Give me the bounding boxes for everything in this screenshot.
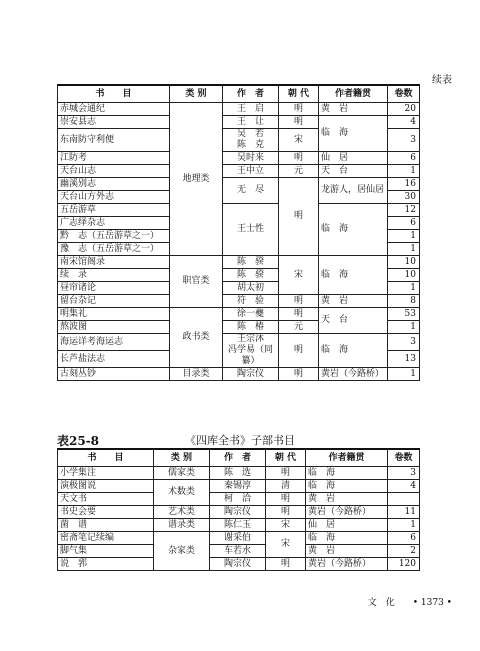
origin-cell: 临 海 xyxy=(319,116,388,152)
book-cell: 演极图说 xyxy=(58,480,154,493)
table-row xyxy=(58,152,420,165)
table-row xyxy=(58,467,420,480)
page-footer: 文 化 • 1373 • xyxy=(367,598,452,608)
origin-cell: 临 海 xyxy=(306,532,388,545)
category-cell: 儒家类 xyxy=(154,467,210,480)
book-cell: 古刻丛钞 xyxy=(58,368,170,381)
dynasty-cell: 明 xyxy=(266,506,306,519)
table-row xyxy=(58,545,420,558)
dynasty-cell: 明 xyxy=(279,295,319,308)
table-row xyxy=(58,506,420,519)
volume-cell: 53 xyxy=(388,308,420,321)
volume-cell: 4 xyxy=(388,480,420,493)
table-2-header xyxy=(58,449,420,467)
origin-cell: 临 海 xyxy=(319,256,388,295)
author-cell: 无 尽 xyxy=(223,178,279,204)
author-cell: 王士性 xyxy=(223,204,279,256)
volume-cell: 3 xyxy=(388,129,420,152)
table-row xyxy=(58,493,420,506)
volume-cell: 6 xyxy=(388,152,420,165)
header-dynasty: 朝 代 xyxy=(266,449,306,467)
book-cell: 留台杂记 xyxy=(58,295,170,308)
header-book: 书 目 xyxy=(58,85,170,103)
book-cell: 天台山方外志 xyxy=(58,191,170,204)
book-cell: 昼帘诸论 xyxy=(58,282,170,295)
author-cell: 吴 若 陈 克 xyxy=(223,129,279,152)
volume-cell: 1 xyxy=(388,282,420,295)
volume-cell: 1 xyxy=(388,321,420,334)
author-cell: 陶宗仪 xyxy=(210,506,266,519)
origin-cell: 天 台 xyxy=(319,308,388,334)
dynasty-cell: 明 xyxy=(279,152,319,165)
volume-cell: 12 xyxy=(388,204,420,217)
header-category: 类 别 xyxy=(154,449,210,467)
table-2-label: 表25-8 xyxy=(57,434,100,448)
book-cell: 东南防守利便 xyxy=(58,129,170,152)
volume-cell: 3 xyxy=(388,467,420,480)
table-row xyxy=(58,165,420,178)
book-cell: 长芦盐法志 xyxy=(58,351,170,368)
origin-cell: 龙游人，居仙居 xyxy=(319,178,388,204)
category-cell: 杂家类 xyxy=(154,532,210,571)
volume-cell: 3 xyxy=(388,334,420,351)
volume-cell: 1 xyxy=(388,165,420,178)
header-origin: 作者籍贯 xyxy=(319,85,388,103)
book-cell: 脚气集 xyxy=(58,545,154,558)
author-cell: 王宗沐 冯学易（同纂） xyxy=(223,334,279,368)
table-row xyxy=(58,178,420,191)
dynasty-cell: 宋 xyxy=(279,256,319,295)
header-book: 书 目 xyxy=(58,449,154,467)
table-2 xyxy=(57,448,420,571)
header-category: 类 别 xyxy=(170,85,223,103)
author-cell: 胡太初 xyxy=(223,282,279,295)
origin-cell: 黄 岩 xyxy=(306,545,388,558)
book-cell: 密斋笔记续编 xyxy=(58,532,154,545)
book-cell: 小学集注 xyxy=(58,467,154,480)
author-cell: 谢采伯 xyxy=(210,532,266,545)
book-cell: 黔 志（五岳游草之一） xyxy=(58,230,170,243)
table-row xyxy=(58,558,420,571)
dynasty-cell: 明 xyxy=(266,558,306,571)
dynasty-cell: 明 xyxy=(266,467,306,480)
author-cell: 徐一夔 xyxy=(223,308,279,321)
origin-cell: 仙 居 xyxy=(319,152,388,165)
author-cell: 柯 洽 xyxy=(210,493,266,506)
header-author: 作 者 xyxy=(223,85,279,103)
author-cell: 王中立 xyxy=(223,165,279,178)
origin-cell: 天 台 xyxy=(319,165,388,178)
book-cell: 崇安县志 xyxy=(58,116,170,129)
author-cell: 陈 椿 xyxy=(223,321,279,334)
dynasty-cell: 宋 xyxy=(266,532,306,558)
category-cell: 地理类 xyxy=(170,103,223,256)
table-row xyxy=(58,256,420,269)
author-cell: 陈仁玉 xyxy=(210,519,266,532)
origin-cell: 临 海 xyxy=(319,204,388,256)
dynasty-cell: 明 xyxy=(279,308,319,321)
origin-cell: 黄 岩 xyxy=(319,295,388,308)
volume-cell: 120 xyxy=(388,558,420,571)
dynasty-cell: 明 xyxy=(279,178,319,256)
volume-cell: 13 xyxy=(388,351,420,368)
table-row xyxy=(58,103,420,116)
origin-cell: 黄 岩 xyxy=(306,493,388,506)
author-cell: 陈 骙 xyxy=(223,269,279,282)
author-cell: 陶宗仪 xyxy=(223,368,279,381)
table-row xyxy=(58,519,420,532)
dynasty-cell: 宋 xyxy=(266,519,306,532)
author-cell: 王 让 xyxy=(223,116,279,129)
header-volumes: 卷数 xyxy=(388,449,420,467)
table-row xyxy=(58,368,420,381)
category-cell: 目录类 xyxy=(170,368,223,381)
book-cell: 天台山志 xyxy=(58,165,170,178)
book-cell: 南宋馆阁录 xyxy=(58,256,170,269)
volume-cell: 20 xyxy=(388,103,420,116)
table-2-title: 《四库全书》子部书目 xyxy=(185,434,295,447)
dynasty-cell: 清 xyxy=(266,480,306,493)
origin-cell: 临 海 xyxy=(306,480,388,493)
category-cell: 术数类 xyxy=(154,480,210,506)
table-row xyxy=(58,295,420,308)
origin-cell: 黄岩（今路桥） xyxy=(306,506,388,519)
dynasty-cell: 明 xyxy=(279,334,319,368)
volume-cell: 11 xyxy=(388,506,420,519)
author-cell: 陶宗仪 xyxy=(210,558,266,571)
volume-cell: 10 xyxy=(388,256,420,269)
author-cell: 符 验 xyxy=(223,295,279,308)
table-row xyxy=(58,480,420,493)
category-cell: 艺术类 xyxy=(154,506,210,519)
table-row xyxy=(58,532,420,545)
volume-cell: 1 xyxy=(388,368,420,381)
book-cell: 熬波图 xyxy=(58,321,170,334)
author-cell: 秦锡淳 xyxy=(210,480,266,493)
author-cell: 吴时来 xyxy=(223,152,279,165)
table-row xyxy=(58,308,420,321)
origin-cell: 临 海 xyxy=(306,467,388,480)
book-cell: 赤城会通纪 xyxy=(58,103,170,116)
book-cell: 续 录 xyxy=(58,269,170,282)
volume-cell: 1 xyxy=(388,230,420,243)
volume-cell: 6 xyxy=(388,532,420,545)
table-row xyxy=(58,204,420,217)
header-author: 作 者 xyxy=(210,449,266,467)
volume-cell: 8 xyxy=(388,295,420,308)
dynasty-cell: 元 xyxy=(279,165,319,178)
volume-cell: 16 xyxy=(388,178,420,191)
origin-cell: 仙 居 xyxy=(306,519,388,532)
header-dynasty: 朝 代 xyxy=(279,85,319,103)
volume-cell: 1 xyxy=(388,243,420,256)
book-cell: 菌 谱 xyxy=(58,519,154,532)
volume-cell: 2 xyxy=(388,545,420,558)
author-cell: 陈 选 xyxy=(210,467,266,480)
book-cell: 明集礼 xyxy=(58,308,170,321)
book-cell: 海运详考海运志 xyxy=(58,334,170,351)
dynasty-cell: 明 xyxy=(279,116,319,129)
table-row xyxy=(58,334,420,351)
volume-cell: 10 xyxy=(388,269,420,282)
header-volumes: 卷数 xyxy=(388,85,420,103)
origin-cell: 黄 岩 xyxy=(319,103,388,116)
dynasty-cell: 宋 xyxy=(279,129,319,152)
dynasty-cell: 元 xyxy=(279,321,319,334)
header-origin: 作者籍贯 xyxy=(306,449,388,467)
category-cell: 政书类 xyxy=(170,308,223,368)
book-cell: 江防考 xyxy=(58,152,170,165)
table-1 xyxy=(57,84,420,381)
author-cell: 王 启 xyxy=(223,103,279,116)
volume-cell: 6 xyxy=(388,217,420,230)
book-cell: 五岳游草 xyxy=(58,204,170,217)
volume-cell: 4 xyxy=(388,116,420,129)
book-cell: 豫 志（五岳游草之一） xyxy=(58,243,170,256)
book-cell: 书史会要 xyxy=(58,506,154,519)
volume-cell xyxy=(388,493,420,506)
author-cell: 车若水 xyxy=(210,545,266,558)
category-cell: 职官类 xyxy=(170,256,223,308)
continued-label: 续表 xyxy=(432,75,452,86)
book-cell: 说 郛 xyxy=(58,558,154,571)
author-cell: 陈 骙 xyxy=(223,256,279,269)
volume-cell: 30 xyxy=(388,191,420,204)
dynasty-cell: 明 xyxy=(266,493,306,506)
origin-cell: 黄岩（今路桥） xyxy=(306,558,388,571)
table-row xyxy=(58,116,420,129)
book-cell: 广志绎杂志 xyxy=(58,217,170,230)
volume-cell: 1 xyxy=(388,519,420,532)
origin-cell: 黄岩（今路桥） xyxy=(319,368,388,381)
table-1-header xyxy=(58,85,420,103)
book-cell: 幽溪别志 xyxy=(58,178,170,191)
origin-cell: 临 海 xyxy=(319,334,388,368)
category-cell: 谱录类 xyxy=(154,519,210,532)
dynasty-cell: 明 xyxy=(279,103,319,116)
book-cell: 天文书 xyxy=(58,493,154,506)
dynasty-cell: 明 xyxy=(279,368,319,381)
